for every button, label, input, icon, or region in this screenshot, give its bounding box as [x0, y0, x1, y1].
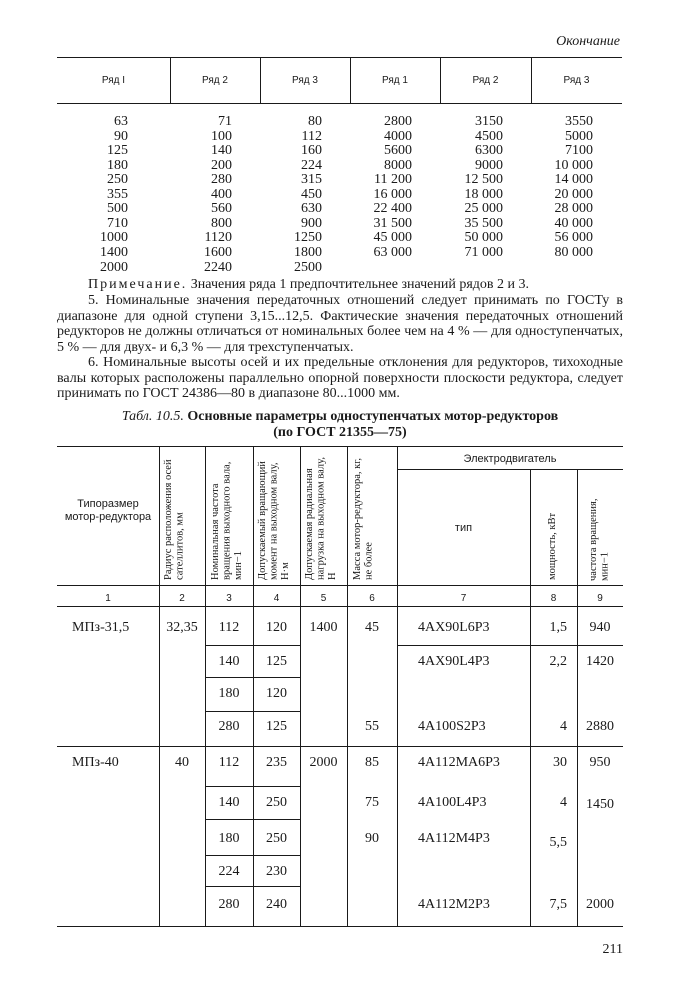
power-cell: 4 — [560, 795, 567, 810]
series-cell: 8000 — [384, 157, 412, 173]
torque-cell: 250 — [266, 831, 287, 846]
torque-cell: 230 — [266, 864, 287, 879]
motor-frequency-cell: 2000 — [586, 897, 614, 912]
load-cell: 2000 — [309, 755, 338, 770]
torque-cell: 120 — [266, 686, 287, 701]
series-cell: 140 — [211, 143, 232, 159]
series-cell: 180 — [107, 157, 128, 173]
frequency-cell: 180 — [218, 831, 240, 846]
header-motor: Электродвигатель — [463, 453, 557, 465]
col-number: 7 — [460, 593, 467, 604]
series-cell: 5000 — [565, 128, 593, 144]
series-cell: 3150 — [475, 114, 503, 129]
table-caption — [57, 409, 623, 425]
caption-title: Основные параметры одноступенчатых мотор-редукторов — [183, 409, 559, 424]
series-cell: 14 000 — [554, 172, 593, 188]
series-cell: 100 — [211, 128, 232, 144]
series-cell: 25 000 — [464, 201, 503, 217]
power-cell: 7,5 — [549, 897, 567, 912]
series-cell: 1250 — [294, 230, 322, 246]
series-cell: 710 — [107, 215, 128, 231]
series-cell: 56 000 — [554, 230, 593, 246]
col-number: 4 — [273, 593, 280, 604]
series-cell: 250 — [107, 172, 128, 188]
motor-type-cell: 4А100S2Р3 — [418, 719, 486, 734]
series-cell: 1400 — [100, 244, 128, 260]
power-cell: 4 — [560, 719, 567, 734]
note — [88, 277, 623, 293]
frequency-cell: 224 — [218, 864, 240, 879]
series-header: Ряд 1 — [382, 75, 408, 86]
series-cell: 12 500 — [464, 172, 503, 188]
series-cell: 20 000 — [554, 186, 593, 202]
power-cell: 1,5 — [549, 620, 567, 635]
page-number: 211 — [602, 942, 623, 957]
series-header: Ряд 3 — [563, 75, 590, 86]
series-cell: 2800 — [384, 114, 412, 129]
series-cell: 112 — [301, 128, 322, 144]
series-cell: 40 000 — [554, 215, 593, 231]
series-cell: 6300 — [475, 143, 503, 159]
series-cell: 45 000 — [373, 230, 412, 246]
frequency-cell: 112 — [218, 755, 240, 770]
series-cell: 630 — [301, 201, 322, 217]
col-number: 2 — [179, 593, 185, 604]
series-cell: 500 — [107, 201, 128, 217]
col-number: 3 — [226, 593, 232, 604]
motor-frequency-cell: 950 — [589, 755, 611, 770]
caption-label: Табл. 10.5. — [121, 409, 184, 424]
frequency-cell: 280 — [218, 719, 240, 734]
series-cell: 315 — [301, 172, 322, 188]
series-cell: 63 000 — [373, 244, 412, 260]
col-number: 5 — [320, 593, 327, 604]
header-power: мощность, кВт — [547, 512, 558, 580]
paragraph-6: 6. Номинальные высоты осей и их предельные отклонения для редукторов, тихоходные валы которых расположены параллельно опорной поверхности плоскости редуктора, следует принимать по ГОСТ 24386—80 в диапазоне 80...1000 мм. — [57, 355, 623, 401]
mass-cell: 55 — [365, 719, 379, 734]
col-number: 1 — [105, 593, 111, 604]
series-cell: 63 — [114, 114, 128, 129]
series-cell: 35 500 — [464, 215, 503, 231]
series-header: Ряд 2 — [202, 75, 228, 86]
series-cell: 9000 — [475, 157, 503, 173]
model-cell: МПз-31,5 — [72, 620, 130, 635]
series-cell: 5600 — [384, 143, 412, 159]
motor-type-cell: 4А112М4Р3 — [418, 831, 490, 846]
series-cell: 7100 — [565, 143, 593, 159]
series-cell: 10 000 — [554, 157, 593, 173]
series-cell: 71 — [218, 114, 232, 129]
series-cell: 1000 — [100, 230, 128, 246]
frequency-cell: 140 — [218, 654, 240, 669]
torque-cell: 240 — [266, 897, 287, 912]
series-cell: 2500 — [294, 259, 322, 275]
series-cell: 560 — [211, 201, 232, 217]
series-cell: 71 000 — [464, 244, 503, 260]
col-number: 9 — [597, 593, 603, 604]
motor-type-cell: 4А112М2Р3 — [418, 897, 490, 912]
frequency-cell: 180 — [218, 686, 240, 701]
frequency-cell: 140 — [218, 795, 240, 810]
model-cell: МПз-40 — [72, 755, 119, 770]
series-cell: 1800 — [294, 244, 322, 260]
frequency-cell: 280 — [218, 897, 240, 912]
motor-type-cell: 4А112МА6Р3 — [418, 755, 500, 770]
series-cell: 4500 — [475, 128, 503, 144]
series-cell: 2240 — [204, 259, 232, 275]
motor-type-cell: 4АХ90L4Р3 — [418, 654, 490, 669]
series-cell: 18 000 — [464, 186, 503, 202]
torque-cell: 235 — [266, 755, 287, 770]
series-cell: 160 — [301, 143, 322, 159]
series-cell: 900 — [301, 215, 322, 231]
mass-cell: 90 — [365, 831, 379, 846]
header-motor-frequency: частота вращения, мин−1 — [588, 498, 611, 581]
series-cell: 355 — [107, 186, 128, 202]
series-cell: 200 — [211, 157, 232, 173]
note-text: Значения ряда 1 предпочтительнее значений рядов 2 и 3. — [187, 277, 530, 292]
motor-type-cell: 4А100L4Р3 — [418, 795, 487, 810]
caption-gost: (по ГОСТ 21355—75) — [273, 425, 407, 440]
motor-type-cell: 4АХ90L6Р3 — [418, 620, 490, 635]
mass-cell: 75 — [365, 795, 379, 810]
series-cell: 280 — [211, 172, 232, 188]
motor-frequency-cell: 1420 — [586, 654, 614, 669]
torque-cell: 125 — [266, 719, 287, 734]
series-cell: 90 — [114, 128, 128, 144]
motor-frequency-cell: 940 — [589, 620, 611, 635]
col-number: 8 — [550, 593, 557, 604]
series-cell: 80 000 — [554, 244, 593, 260]
motor-frequency-cell: 1450 — [586, 797, 614, 812]
header-load: Допускаемая радиальная нагрузка на выходном валу, Н — [304, 457, 338, 580]
paragraph-5: 5. Номинальные значения передаточных отношений следует принимать по ГОСТу в диапазоне для одной ступени 3,15...12,5. Фактические значения передаточных отношений редукторов не должны отличаться от номинальных более чем на 4 % — для одноступенчатых, 5 % — для двух- и 6,3 % — для трехступенчатых. — [57, 293, 623, 355]
series-cell: 224 — [301, 157, 322, 173]
series-cell: 16 000 — [373, 186, 412, 202]
header-torque: Допускаемый вращающий момент на выходном валу, Н·м — [257, 461, 291, 580]
motor-frequency-cell: 2880 — [586, 719, 614, 734]
radius-cell: 40 — [175, 755, 189, 770]
load-cell: 1400 — [309, 620, 338, 635]
continuation-label: Окончание — [556, 34, 620, 49]
series-cell: 1120 — [204, 230, 232, 246]
header-mass: Масса мотор-редуктора, кг, не более — [352, 458, 375, 580]
frequency-cell: 112 — [218, 620, 240, 635]
series-header: Ряд 2 — [472, 75, 499, 86]
mass-cell: 45 — [365, 620, 379, 635]
series-cell: 22 400 — [373, 201, 412, 217]
series-cell: 4000 — [384, 128, 412, 144]
series-cell: 400 — [211, 186, 232, 202]
series-cell: 3550 — [565, 114, 593, 129]
power-cell: 2,2 — [549, 654, 567, 669]
note-label: Примечание. — [88, 277, 188, 292]
torque-cell: 120 — [266, 620, 287, 635]
series-cell: 125 — [107, 143, 128, 159]
series-header: Ряд I — [101, 75, 126, 86]
series-cell: 11 200 — [374, 172, 412, 188]
header-radius: Радиус расположения осей сателлитов, мм — [163, 459, 186, 580]
mass-cell: 85 — [365, 755, 379, 770]
series-cell: 450 — [301, 186, 322, 202]
series-cell: 31 500 — [373, 215, 412, 231]
power-cell: 5,5 — [549, 835, 567, 850]
radius-cell: 32,35 — [166, 620, 198, 635]
torque-cell: 250 — [266, 795, 287, 810]
series-cell: 2000 — [100, 259, 128, 275]
series-cell: 28 000 — [554, 201, 593, 217]
header-model: Типоразмер мотор-редуктора — [64, 498, 152, 523]
col-number: 6 — [369, 593, 375, 604]
series-cell: 1600 — [204, 244, 232, 260]
power-cell: 30 — [553, 755, 567, 770]
series-cell: 80 — [308, 114, 322, 129]
series-cell: 800 — [211, 215, 232, 231]
series-cell: 50 000 — [464, 230, 503, 246]
header-frequency: Номинальная частота вращения выходного вала, мин−1 — [210, 461, 244, 580]
header-type: тип — [454, 522, 473, 534]
series-header: Ряд 3 — [292, 75, 318, 86]
torque-cell: 125 — [266, 654, 287, 669]
